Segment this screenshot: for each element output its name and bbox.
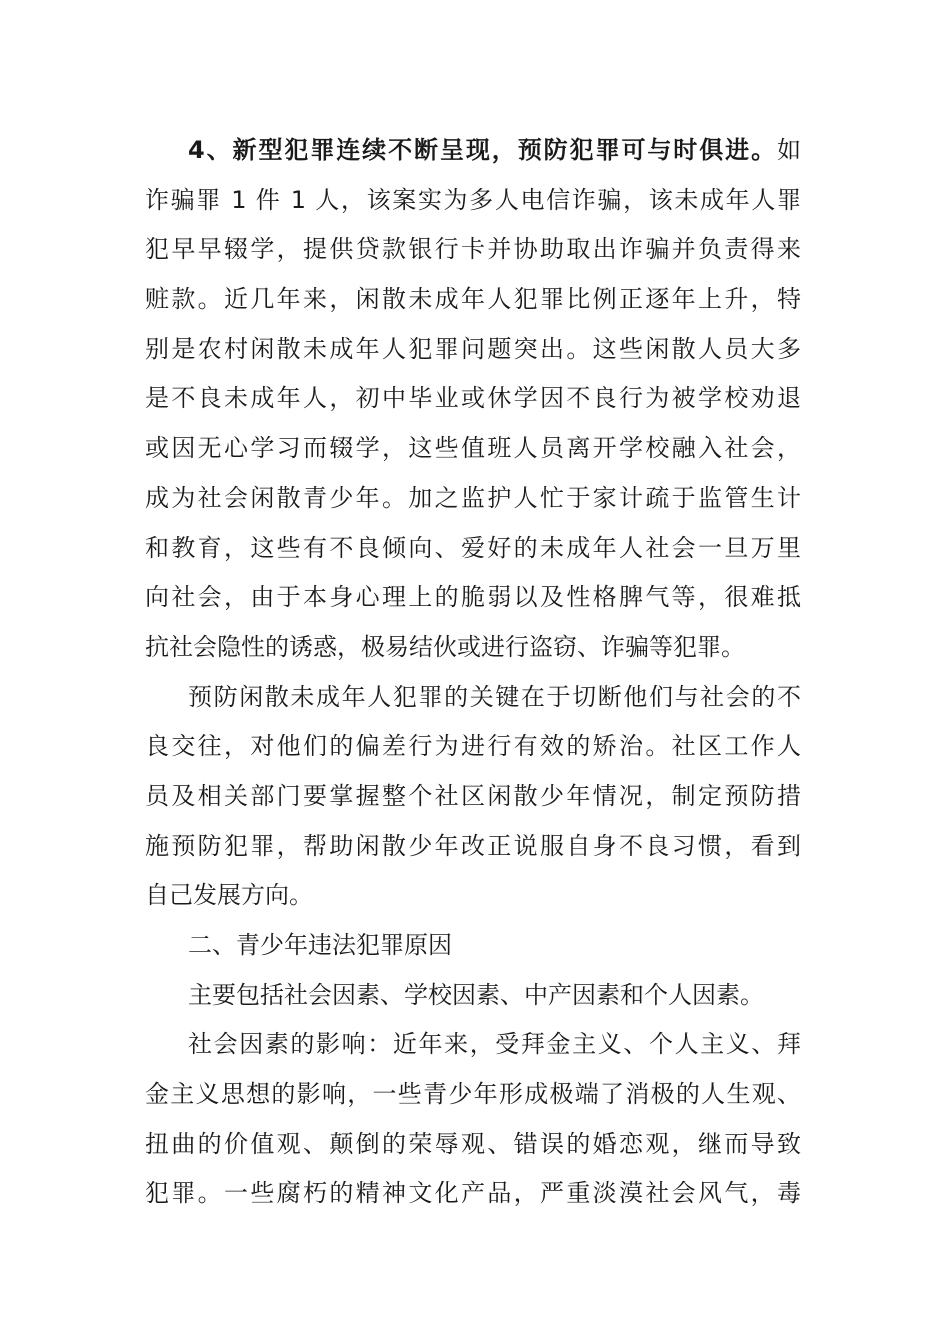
document-body bbox=[145, 126, 801, 1219]
paragraph-2-line: 施预防犯罪，帮助闲散少年改正说服自身不良习惯，看到 bbox=[145, 831, 801, 860]
paragraph-1-last-line: 抗社会隐性的诱惑，极易结伙或进行盗窃、诈骗等犯罪。 bbox=[145, 632, 745, 661]
paragraph-1-line: 成为社会闲散青少年。加之监护人忙于家计疏于监管生计 bbox=[145, 483, 801, 512]
paragraph-1-line-1-tail: 如 bbox=[777, 136, 801, 164]
paragraph-1-line: 是不良未成年人，初中毕业或休学因不良行为被学校劝退 bbox=[145, 384, 801, 413]
paragraph-4-line: 金主义思想的影响，一些青少年形成极端了消极的人生观、 bbox=[145, 1080, 801, 1109]
paragraph-1-line: 向社会，由于本身心理上的脆弱以及性格脾气等，很难抵 bbox=[145, 583, 801, 612]
paragraph-2-last-line: 自己发展方向。 bbox=[145, 881, 313, 910]
paragraph-4-line: 社会因素的影响：近年来，受拜金主义、个人主义、拜 bbox=[188, 1030, 801, 1059]
paragraph-3: 主要包括社会因素、学校因素、中产因素和个人因素。 bbox=[188, 980, 764, 1009]
section-heading: 二、青少年违法犯罪原因 bbox=[188, 931, 452, 959]
paragraph-2-line: 员及相关部门要掌握整个社区闲散少年情况，制定预防措 bbox=[145, 781, 801, 810]
paragraph-1-line: 别是农村闲散未成年人犯罪问题突出。这些闲散人员大多 bbox=[145, 334, 801, 363]
paragraph-2-line: 良交往，对他们的偏差行为进行有效的矫治。社区工作人 bbox=[145, 732, 801, 761]
paragraph-2-line: 预防闲散未成年人犯罪的关键在于切断他们与社会的不 bbox=[188, 682, 801, 711]
paragraph-1-line-1 bbox=[145, 126, 801, 176]
paragraph-1-line: 和教育，这些有不良倾向、爱好的未成年人社会一旦万里 bbox=[145, 533, 801, 562]
paragraph-1-line: 犯早早辍学，提供贷款银行卡并协助取出诈骗并负责得来 bbox=[145, 235, 801, 264]
paragraph-1-line: 赃款。近几年来，闲散未成年人犯罪比例正逐年上升，特 bbox=[145, 285, 801, 314]
paragraph-1-line: 诈骗罪 1 件 1 人，该案实为多人电信诈骗，该未成年人罪 bbox=[145, 185, 801, 214]
paragraph-1-line: 或因无心学习而辍学，这些值班人员离开学校融入社会， bbox=[145, 434, 801, 463]
paragraph-4-line: 扭曲的价值观、颠倒的荣辱观、错误的婚恋观，继而导致 bbox=[145, 1129, 801, 1158]
paragraph-4-line: 犯罪。一些腐朽的精神文化产品，严重淡漠社会风气，毒 bbox=[145, 1179, 801, 1208]
paragraph-1-bold-heading: 4、新型犯罪连续不断呈现，预防犯罪可与时俱进。 bbox=[188, 136, 777, 164]
